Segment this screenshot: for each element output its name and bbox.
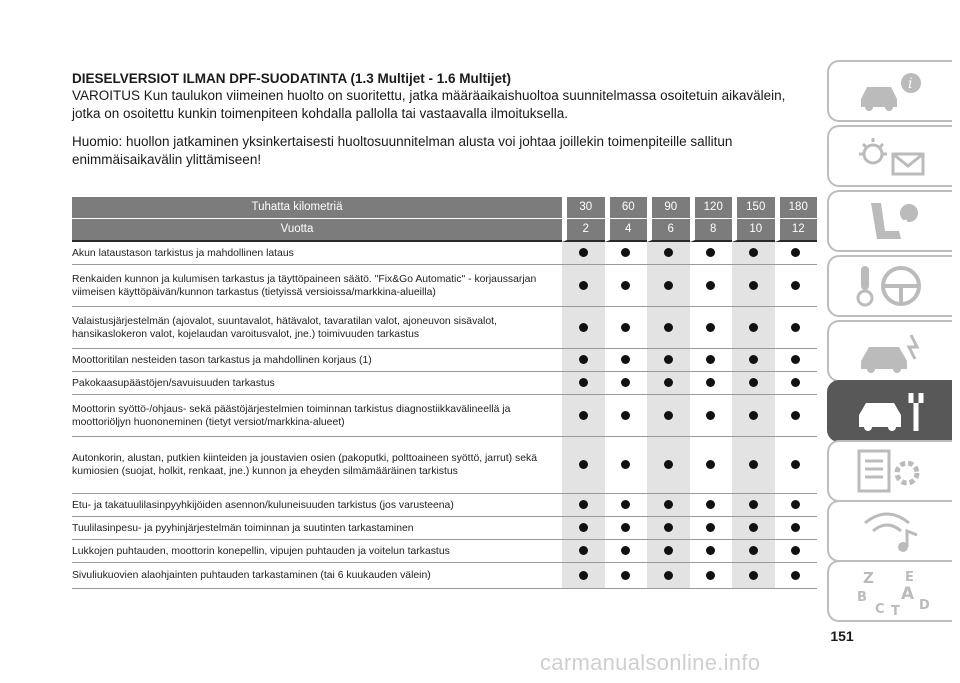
interval-cell bbox=[647, 563, 690, 589]
car-crash-icon bbox=[851, 325, 931, 377]
interval-cell bbox=[647, 540, 690, 563]
schedule-body bbox=[72, 242, 817, 589]
interval-cell bbox=[562, 372, 605, 395]
check-bullet-icon bbox=[664, 460, 673, 469]
interval-cell bbox=[732, 349, 775, 372]
check-bullet-icon bbox=[706, 523, 715, 532]
check-bullet-icon bbox=[791, 571, 800, 580]
interval-cell bbox=[647, 437, 690, 494]
interval-cell bbox=[562, 242, 605, 265]
years-header-label: Vuotta bbox=[72, 219, 562, 242]
check-bullet-icon bbox=[664, 248, 673, 257]
interval-cell bbox=[605, 540, 648, 563]
maintenance-schedule-table bbox=[72, 197, 817, 589]
check-bullet-icon bbox=[579, 355, 588, 364]
check-bullet-icon bbox=[706, 546, 715, 555]
check-bullet-icon bbox=[706, 323, 715, 332]
task-description: Sivuliukuovien alaohjainten puhtauden tarkastaminen (tai 6 kuukauden välein) bbox=[72, 563, 562, 589]
seat-airbag-icon bbox=[851, 195, 931, 247]
km-header-cell: 180 bbox=[775, 197, 818, 219]
interval-cell bbox=[605, 349, 648, 372]
task-description: Renkaiden kunnon ja kulumisen tarkastus ja täyttöpaineen säätö. "Fix&Go Automatic" - korjaussarjan viimeisen käyttöpäivän/kunnon tarkastus (tietyissä versioissa/markkina-alueilla) bbox=[72, 265, 562, 307]
svg-text:i: i bbox=[907, 76, 912, 92]
years-header-cell: 10 bbox=[732, 219, 775, 242]
interval-cell bbox=[732, 494, 775, 517]
interval-cell bbox=[562, 265, 605, 307]
check-bullet-icon bbox=[749, 523, 758, 532]
task-description: Lukkojen puhtauden, moottorin konepellin, vipujen puhtauden ja voitelun tarkastus bbox=[72, 540, 562, 563]
years-header-cell: 8 bbox=[690, 219, 733, 242]
check-bullet-icon bbox=[706, 460, 715, 469]
interval-cell bbox=[732, 540, 775, 563]
interval-cell bbox=[690, 265, 733, 307]
interval-cell bbox=[690, 349, 733, 372]
table-row bbox=[72, 437, 817, 494]
interval-cell bbox=[775, 349, 818, 372]
check-bullet-icon bbox=[791, 411, 800, 420]
interval-cell bbox=[647, 349, 690, 372]
page-number: 151 bbox=[830, 628, 854, 644]
section-title: DIESELVERSIOT ILMAN DPF-SUODATINTA (1.3 Multijet - 1.6 Multijet) bbox=[72, 71, 512, 86]
check-bullet-icon bbox=[791, 546, 800, 555]
check-bullet-icon bbox=[749, 323, 758, 332]
interval-cell bbox=[732, 372, 775, 395]
interval-cell bbox=[605, 517, 648, 540]
check-bullet-icon bbox=[621, 281, 630, 290]
chapter-tab[interactable] bbox=[827, 255, 952, 317]
table-row bbox=[72, 307, 817, 349]
km-header-cell: 30 bbox=[562, 197, 605, 219]
check-bullet-icon bbox=[579, 571, 588, 580]
interval-cell bbox=[562, 540, 605, 563]
key-steering-wheel-icon bbox=[851, 260, 931, 312]
interval-cell bbox=[605, 265, 648, 307]
interval-cell bbox=[647, 242, 690, 265]
check-bullet-icon bbox=[664, 571, 673, 580]
check-bullet-icon bbox=[749, 355, 758, 364]
check-bullet-icon bbox=[621, 500, 630, 509]
check-bullet-icon bbox=[621, 411, 630, 420]
interval-cell bbox=[775, 372, 818, 395]
check-bullet-icon bbox=[579, 523, 588, 532]
task-description: Tuulilasinpesu- ja pyyhinjärjestelmän toiminnan ja suutinten tarkastaminen bbox=[72, 517, 562, 540]
interval-cell bbox=[775, 540, 818, 563]
table-row bbox=[72, 540, 817, 563]
task-description: Autonkorin, alustan, putkien kiinteiden ja joustavien osien (pakoputki, polttoaineen syöttö, jarrut) sekä kumiosien (suojat, holkit, renkaat, jne.) kunnon ja eheyden silmämääräinen tarkistus bbox=[72, 437, 562, 494]
check-bullet-icon bbox=[579, 500, 588, 509]
check-bullet-icon bbox=[621, 248, 630, 257]
check-bullet-icon bbox=[706, 378, 715, 387]
check-bullet-icon bbox=[579, 546, 588, 555]
chapter-tab[interactable] bbox=[827, 560, 952, 622]
check-bullet-icon bbox=[664, 500, 673, 509]
task-description: Valaistusjärjestelmän (ajovalot, suuntavalot, hätävalot, tavaratilan valot, ajoneuvon sisävalot, hansikaslokeron valot, kojelaudan varoitusvalot, jne.) toimivuuden tarkastus bbox=[72, 307, 562, 349]
km-header-cell: 150 bbox=[732, 197, 775, 219]
interval-cell bbox=[647, 517, 690, 540]
table-row bbox=[72, 494, 817, 517]
warning-paragraph: VAROITUS Kun taulukon viimeinen huolto on suoritettu, jatka määräaikaishuoltoa suunnitelmassa osoitetuin aikavälein, jotka on osoitettu kunkin toimenpiteen kohdalla pallolla tai vastaavalla ilmoituksella. bbox=[72, 88, 786, 121]
years-header-row bbox=[72, 219, 817, 242]
years-header-cell: 2 bbox=[562, 219, 605, 242]
interval-cell bbox=[605, 437, 648, 494]
interval-cell bbox=[775, 437, 818, 494]
check-bullet-icon bbox=[664, 411, 673, 420]
chapter-tab[interactable] bbox=[827, 380, 952, 442]
task-description: Moottoritilan nesteiden tason tarkastus ja mahdollinen korjaus (1) bbox=[72, 349, 562, 372]
interval-cell bbox=[647, 395, 690, 437]
interval-cell bbox=[562, 517, 605, 540]
interval-cell bbox=[732, 307, 775, 349]
check-bullet-icon bbox=[579, 411, 588, 420]
check-bullet-icon bbox=[621, 323, 630, 332]
interval-cell bbox=[690, 437, 733, 494]
interval-cell bbox=[775, 307, 818, 349]
table-row bbox=[72, 372, 817, 395]
check-bullet-icon bbox=[749, 546, 758, 555]
interval-cell bbox=[647, 494, 690, 517]
svg-text:A: A bbox=[900, 584, 914, 604]
interval-cell bbox=[732, 437, 775, 494]
interval-cell bbox=[562, 494, 605, 517]
check-bullet-icon bbox=[664, 546, 673, 555]
check-bullet-icon bbox=[706, 248, 715, 257]
warning-light-message-icon bbox=[851, 130, 931, 182]
svg-text:C: C bbox=[874, 602, 885, 617]
interval-cell bbox=[562, 563, 605, 589]
check-bullet-icon bbox=[791, 378, 800, 387]
interval-cell bbox=[732, 395, 775, 437]
interval-cell bbox=[690, 395, 733, 437]
check-bullet-icon bbox=[621, 523, 630, 532]
check-bullet-icon bbox=[664, 355, 673, 364]
years-header-cell: 4 bbox=[605, 219, 648, 242]
check-bullet-icon bbox=[791, 281, 800, 290]
table-row bbox=[72, 563, 817, 589]
check-bullet-icon bbox=[664, 523, 673, 532]
watermark: carmanualsonline.info bbox=[540, 650, 761, 675]
chapter-tab[interactable] bbox=[827, 440, 952, 502]
car-wrench-icon bbox=[851, 385, 931, 437]
km-header-label: Tuhatta kilometriä bbox=[72, 197, 562, 219]
km-header-row bbox=[72, 197, 817, 219]
check-bullet-icon bbox=[791, 460, 800, 469]
check-bullet-icon bbox=[791, 323, 800, 332]
interval-cell bbox=[647, 265, 690, 307]
years-header-cell: 12 bbox=[775, 219, 818, 242]
check-bullet-icon bbox=[791, 248, 800, 257]
interval-cell bbox=[562, 437, 605, 494]
chapter-tab[interactable] bbox=[827, 125, 952, 187]
interval-cell bbox=[775, 395, 818, 437]
note-paragraph: Huomio: huollon jatkaminen yksinkertaisesti huoltosuunnitelman alusta voi johtaa joillekin toimenpiteille sallitun enimmäisaikavälin ylittämiseen! bbox=[72, 134, 733, 167]
check-bullet-icon bbox=[664, 323, 673, 332]
svg-text:B: B bbox=[856, 590, 867, 605]
check-bullet-icon bbox=[579, 248, 588, 257]
task-description: Moottorin syöttö-/ohjaus- sekä päästöjärjestelmien toiminnan tarkistus diagnostiikkavälineellä ja moottoriöljyn huononeminen (tietyt versiot/markkina-alueet) bbox=[72, 395, 562, 437]
svg-text:D: D bbox=[918, 598, 930, 613]
check-bullet-icon bbox=[706, 281, 715, 290]
check-bullet-icon bbox=[579, 460, 588, 469]
table-row bbox=[72, 265, 817, 307]
svg-text:E: E bbox=[904, 570, 914, 585]
multimedia-music-icon bbox=[851, 505, 931, 557]
interval-cell bbox=[605, 242, 648, 265]
table-row bbox=[72, 242, 817, 265]
check-bullet-icon bbox=[749, 281, 758, 290]
interval-cell bbox=[562, 349, 605, 372]
task-description: Akun lataustason tarkistus ja mahdollinen lataus bbox=[72, 242, 562, 265]
svg-text:Z: Z bbox=[862, 569, 874, 587]
check-bullet-icon bbox=[621, 378, 630, 387]
check-bullet-icon bbox=[791, 500, 800, 509]
table-row bbox=[72, 349, 817, 372]
check-bullet-icon bbox=[621, 460, 630, 469]
interval-cell bbox=[732, 517, 775, 540]
interval-cell bbox=[775, 494, 818, 517]
check-bullet-icon bbox=[621, 546, 630, 555]
check-bullet-icon bbox=[791, 523, 800, 532]
interval-cell bbox=[647, 307, 690, 349]
check-bullet-icon bbox=[706, 500, 715, 509]
km-header-cell: 60 bbox=[605, 197, 648, 219]
check-bullet-icon bbox=[621, 355, 630, 364]
check-bullet-icon bbox=[579, 378, 588, 387]
interval-cell bbox=[775, 265, 818, 307]
km-header-cell: 90 bbox=[647, 197, 690, 219]
check-bullet-icon bbox=[706, 411, 715, 420]
interval-cell bbox=[732, 265, 775, 307]
table-row bbox=[72, 395, 817, 437]
interval-cell bbox=[605, 372, 648, 395]
check-bullet-icon bbox=[706, 571, 715, 580]
check-bullet-icon bbox=[749, 378, 758, 387]
check-bullet-icon bbox=[749, 460, 758, 469]
interval-cell bbox=[690, 540, 733, 563]
interval-cell bbox=[690, 307, 733, 349]
interval-cell bbox=[605, 494, 648, 517]
check-bullet-icon bbox=[791, 355, 800, 364]
check-bullet-icon bbox=[749, 571, 758, 580]
check-bullet-icon bbox=[621, 571, 630, 580]
interval-cell bbox=[605, 307, 648, 349]
check-bullet-icon bbox=[749, 248, 758, 257]
interval-cell bbox=[690, 517, 733, 540]
check-bullet-icon bbox=[579, 281, 588, 290]
specs-gear-icon bbox=[851, 445, 931, 497]
check-bullet-icon bbox=[749, 500, 758, 509]
check-bullet-icon bbox=[664, 378, 673, 387]
interval-cell bbox=[647, 372, 690, 395]
car-info-icon bbox=[851, 65, 931, 117]
interval-cell bbox=[732, 563, 775, 589]
years-header-cell: 6 bbox=[647, 219, 690, 242]
interval-cell bbox=[562, 395, 605, 437]
text-block bbox=[72, 70, 817, 168]
check-bullet-icon bbox=[749, 411, 758, 420]
task-description: Etu- ja takatuulilasinpyyhkijöiden asennon/kuluneisuuden tarkistus (jos varusteena) bbox=[72, 494, 562, 517]
chapter-tab[interactable] bbox=[827, 60, 952, 122]
interval-cell bbox=[605, 395, 648, 437]
svg-text:T: T bbox=[890, 604, 900, 617]
interval-cell bbox=[775, 517, 818, 540]
interval-cell bbox=[605, 563, 648, 589]
interval-cell bbox=[775, 242, 818, 265]
chapter-tab[interactable] bbox=[827, 190, 952, 252]
check-bullet-icon bbox=[664, 281, 673, 290]
table-row bbox=[72, 517, 817, 540]
interval-cell bbox=[562, 307, 605, 349]
interval-cell bbox=[732, 242, 775, 265]
chapter-tab[interactable] bbox=[827, 320, 952, 382]
alphabetical-index-icon bbox=[851, 565, 931, 617]
km-header-cell: 120 bbox=[690, 197, 733, 219]
interval-cell bbox=[690, 242, 733, 265]
interval-cell bbox=[690, 563, 733, 589]
check-bullet-icon bbox=[579, 323, 588, 332]
task-description: Pakokaasupäästöjen/savuisuuden tarkastus bbox=[72, 372, 562, 395]
check-bullet-icon bbox=[706, 355, 715, 364]
interval-cell bbox=[775, 563, 818, 589]
interval-cell bbox=[690, 372, 733, 395]
interval-cell bbox=[690, 494, 733, 517]
chapter-tab[interactable] bbox=[827, 500, 952, 562]
